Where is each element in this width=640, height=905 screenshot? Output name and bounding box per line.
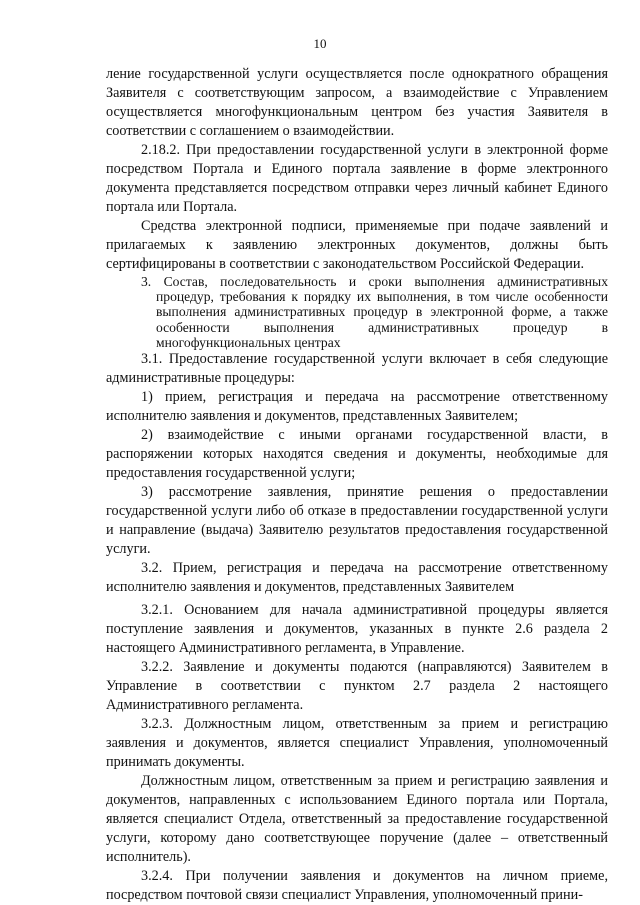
paragraph-3-2-4: 3.2.4. При получении заявления и документов на личном приеме, посредством почтовой связи специалист Управления, уполномоченный прини- xyxy=(106,868,608,904)
paragraph-3-2-2: 3.2.2. Заявление и документы подаются (направляются) Заявителем в Управление в соответствии с пунктом 2.7 раздела 2 настоящего Административного регламента. xyxy=(106,659,608,714)
paragraph-2-18-2: 2.18.2. При предоставлении государственной услуги в электронной форме посредством Портала и Единого портала заявление в форме электронного документа представляется посредством отправки через личный кабинет Единого портала или Портала. xyxy=(106,142,608,215)
paragraph-3-2-1: 3.2.1. Основанием для начала административной процедуры является поступление заявления и документов, указанных в пункте 2.6 раздела 2 настоящего Административного регламента, в Управление. xyxy=(106,602,608,657)
section-3-heading: 3. Состав, последовательность и сроки выполнения административных процедур, требования к порядку их выполнения, в том числе особенности выполнения административных процедур в электронной форме, а также особенности выполнения административных процедур в многофункциональных центрах xyxy=(141,274,608,350)
paragraph-3-2: 3.2. Прием, регистрация и передача на рассмотрение ответственному исполнителю заявления и документов, представленных Заявителем xyxy=(106,560,608,596)
paragraph-3-1: 3.1. Предоставление государственной услуги включает в себя следующие административные процедуры: xyxy=(106,351,608,387)
page-number: 10 xyxy=(313,36,327,51)
list-item-1: 1) прием, регистрация и передача на рассмотрение ответственному исполнителю заявления и документов, представленных Заявителем; xyxy=(106,389,608,425)
list-item-3: 3) рассмотрение заявления, принятие решения о предоставлении государственной услуги либо об отказе в предоставлении государственной услуги и направление (выдача) Заявителю результатов предоставления государственной услуги. xyxy=(106,484,608,558)
paragraph-responsible-official: Должностным лицом, ответственным за прием и регистрацию заявления и документов, направленных с использованием Единого портала или Портала, является специалист Отдела, ответственный за предоставление государственной услуги, которому дано соответствующее поручение (далее – ответственный исполнитель). xyxy=(106,773,608,866)
paragraph-electronic-signature: Средства электронной подписи, применяемые при подаче заявлений и прилагаемых к заявлению электронных документов, должны быть сертифицированы в соответствии с законодательством Российской Федерации. xyxy=(106,218,608,272)
paragraph-3-2-3: 3.2.3. Должностным лицом, ответственным за прием и регистрацию заявления и документов, является специалист Управления, уполномоченный принимать документы. xyxy=(106,716,608,771)
list-item-2: 2) взаимодействие с иными органами государственной власти, в распоряжении которых находятся сведения и документы, необходимые для предоставления государственной услуги; xyxy=(106,427,608,482)
document-body xyxy=(106,65,608,905)
paragraph-continuation: ление государственной услуги осуществляется после однократного обращения Заявителя с соответствующим запросом, а взаимодействие с Управлением осуществляется многофункциональным центром без участия Заявителя в соответствии с соглашением о взаимодействии. xyxy=(106,66,608,139)
